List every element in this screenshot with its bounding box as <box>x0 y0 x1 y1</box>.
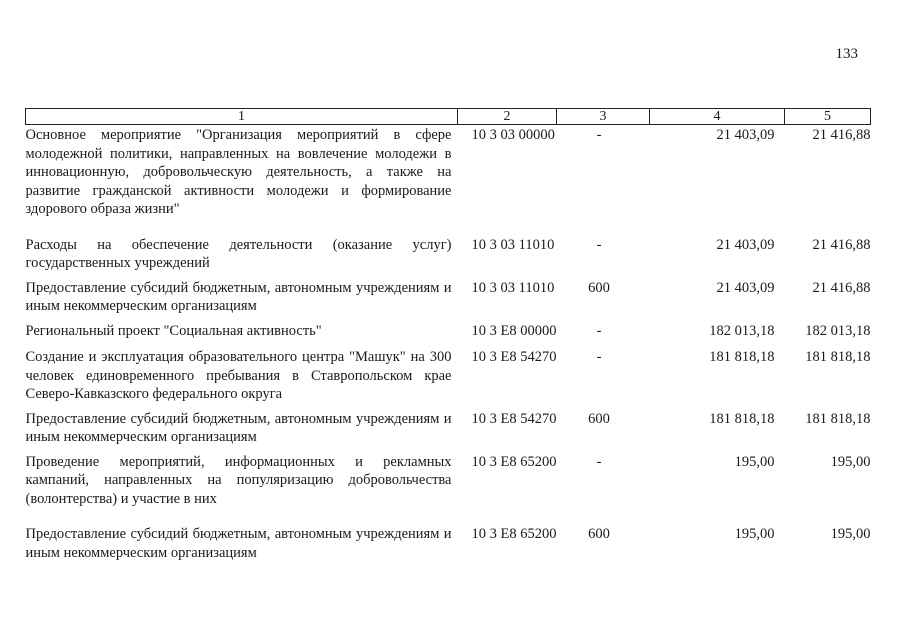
row-name: Создание и эксплуатация образовательного центра "Машук" на 300 человек единовременного пребывания в Ставропольском крае Северо-Кавказского федерального округа <box>25 349 452 402</box>
row-sum-2: 21 416,88 <box>812 279 871 296</box>
row-vr: 600 <box>588 279 610 296</box>
column-header-1: 1 <box>26 109 458 125</box>
row-code: 10 3 E8 65200 <box>471 526 557 542</box>
column-header-5: 5 <box>785 109 871 125</box>
row-name: Предоставление субсидий бюджетным, автономным учреждениям и иным некоммерческим организациям <box>25 410 452 445</box>
row-name: Предоставление субсидий бюджетным, автономным учреждениям и иным некоммерческим организациям <box>25 526 452 561</box>
row-sum-1: 181 818,18 <box>709 410 775 427</box>
row-sum-2: 181 818,18 <box>805 349 871 365</box>
row-sum-2: 195,00 <box>830 453 871 470</box>
row-vr: 600 <box>588 410 610 427</box>
table-row <box>26 348 871 410</box>
row-vr: - <box>596 349 602 365</box>
row-vr: - <box>596 236 602 253</box>
row-code: 10 3 E8 00000 <box>471 322 557 339</box>
table-row <box>26 525 871 562</box>
table-row <box>26 279 871 322</box>
row-code: 10 3 03 11010 <box>471 236 555 253</box>
row-sum-1: 21 403,09 <box>716 127 775 143</box>
table-row <box>26 236 871 279</box>
row-name: Проведение мероприятий, информационных и рекламных кампаний, направленных на популяризацию добровольчества (волонтерства) и участие в них <box>25 453 452 507</box>
row-code: 10 3 E8 54270 <box>471 410 557 427</box>
row-sum-2: 21 416,88 <box>812 127 871 143</box>
row-sum-2: 21 416,88 <box>812 236 871 253</box>
column-header-3: 3 <box>557 109 650 125</box>
row-name: Расходы на обеспечение деятельности (оказание услуг) государственных учреждений <box>25 236 452 271</box>
budget-table <box>25 108 871 562</box>
column-header-2: 2 <box>458 109 557 125</box>
row-code: 10 3 E8 54270 <box>471 349 557 365</box>
table-row <box>26 322 871 349</box>
table-row <box>26 125 871 236</box>
column-header-4: 4 <box>650 109 785 125</box>
row-sum-1: 195,00 <box>734 526 775 542</box>
table-row <box>26 453 871 526</box>
row-name: Предоставление субсидий бюджетным, автономным учреждениям и иным некоммерческим организациям <box>25 279 452 314</box>
row-sum-1: 181 818,18 <box>709 349 775 365</box>
row-name: Основное мероприятие "Организация мероприятий в сфере молодежной политики, направленных на вовлечение молодежи в инновационную, добровольческую деятельность, а также на развитие гражданской активности молодежи и формирование здорового образа жизни" <box>25 127 452 217</box>
row-sum-2: 195,00 <box>830 526 871 542</box>
row-code: 10 3 03 00000 <box>471 127 555 143</box>
row-sum-1: 195,00 <box>734 453 775 470</box>
table-row <box>26 410 871 453</box>
row-vr: 600 <box>588 526 610 542</box>
row-sum-1: 21 403,09 <box>716 279 775 296</box>
page-number: 133 <box>835 46 858 62</box>
row-vr: - <box>596 453 602 470</box>
row-vr: - <box>596 322 602 339</box>
row-vr: - <box>596 127 602 143</box>
row-code: 10 3 03 11010 <box>471 279 555 296</box>
row-name: Региональный проект "Социальная активность" <box>25 322 322 339</box>
row-code: 10 3 E8 65200 <box>471 453 557 470</box>
row-sum-2: 182 013,18 <box>805 322 871 339</box>
row-sum-2: 181 818,18 <box>805 410 871 427</box>
row-sum-1: 21 403,09 <box>716 236 775 253</box>
row-sum-1: 182 013,18 <box>709 322 775 339</box>
table-header-row <box>26 109 871 125</box>
